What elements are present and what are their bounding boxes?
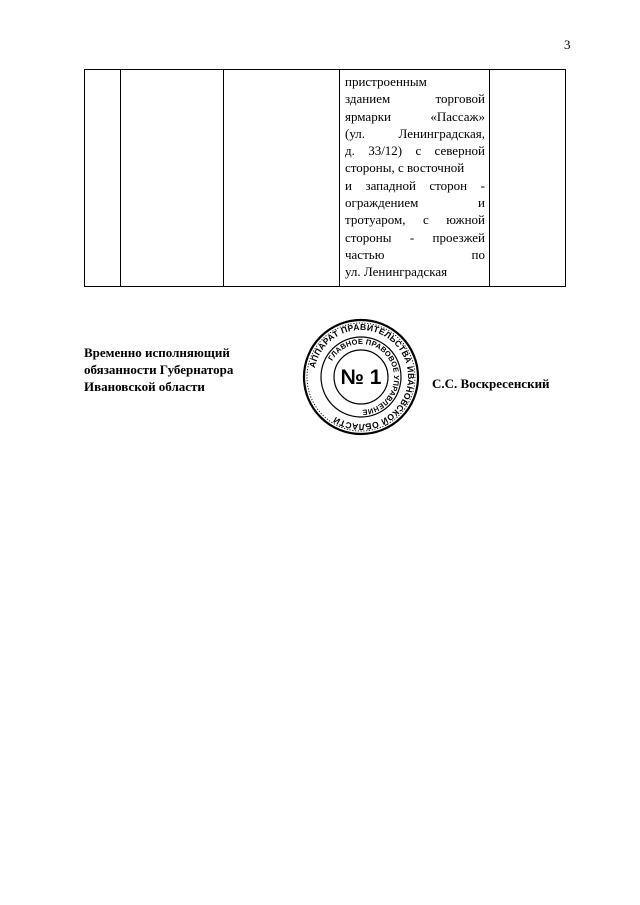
boundary-description [340,70,489,281]
boundary-text-line [345,73,485,90]
table-cell-name [121,70,224,287]
official-seal [302,318,420,436]
boundary-word: тротуаром, [345,212,406,228]
boundary-word: с [422,212,429,228]
boundary-word: с [415,143,422,159]
boundary-text-line [345,125,485,142]
table-cell-number [85,70,121,287]
boundary-text-line [345,211,485,228]
boundary-word: - [480,177,485,193]
seal-center-number: № 1 [340,366,382,389]
boundary-word: зданием [345,91,391,107]
signatory-position-line: обязанности Губернатора [84,362,234,377]
boundary-text-line [345,246,485,263]
boundary-word: по [471,246,485,262]
boundary-text-line [345,90,485,107]
boundary-text-line [345,159,485,176]
seal-inner-text: ГЛАВНОЕ ПРАВОВОЕ УПРАВЛЕНИЕ [326,336,402,418]
boundary-word: сторон [429,177,468,193]
boundary-text-line [345,229,485,246]
boundary-text-line [345,263,485,280]
boundary-word: ярмарки [345,108,391,124]
document-table [84,69,566,287]
boundary-word: частью [345,246,385,262]
boundary-word: 33/12) [368,143,403,159]
boundary-word: северной [434,143,485,159]
boundary-word: - [409,229,415,245]
boundary-word: (ул. [345,125,365,141]
boundary-text-line [345,108,485,125]
boundary-word: пристроенным [345,74,427,89]
boundary-word: и [478,195,485,211]
boundary-word: «Пассаж» [430,108,485,124]
boundary-word: Ленинградская, [398,125,485,141]
boundary-word: и [345,177,352,193]
table-cell-address [224,70,340,287]
page-number: 3 [564,37,571,52]
signatory-position-line: Временно исполняющий [84,345,230,360]
boundary-word: стороны [345,229,392,245]
boundary-text-line [345,194,485,211]
table-cell-boundaries [340,70,490,287]
boundary-word: торговой [435,91,485,107]
boundary-word: стороны, с восточной [345,160,465,176]
boundary-word: южной [446,212,485,228]
table-row [85,70,566,287]
seal-outer-text: АППАРАТ ПРАВИТЕЛЬСТВА ИВАНОВСКОЙ ОБЛАСТИ [306,321,417,433]
boundary-word: проезжей [432,229,485,245]
boundary-word: д. [345,143,355,159]
table-cell-notes [490,70,566,287]
signatory-name: С.С. Воскресенский [432,376,550,391]
boundary-text-line [345,177,485,194]
boundary-word: западной [365,177,416,193]
boundary-word: ул. Ленинградская [345,264,448,280]
signatory-position-line: Ивановской области [84,379,205,394]
signatory-position [84,344,233,395]
boundary-word: ограждением [345,195,419,211]
boundary-text-line [345,142,485,159]
